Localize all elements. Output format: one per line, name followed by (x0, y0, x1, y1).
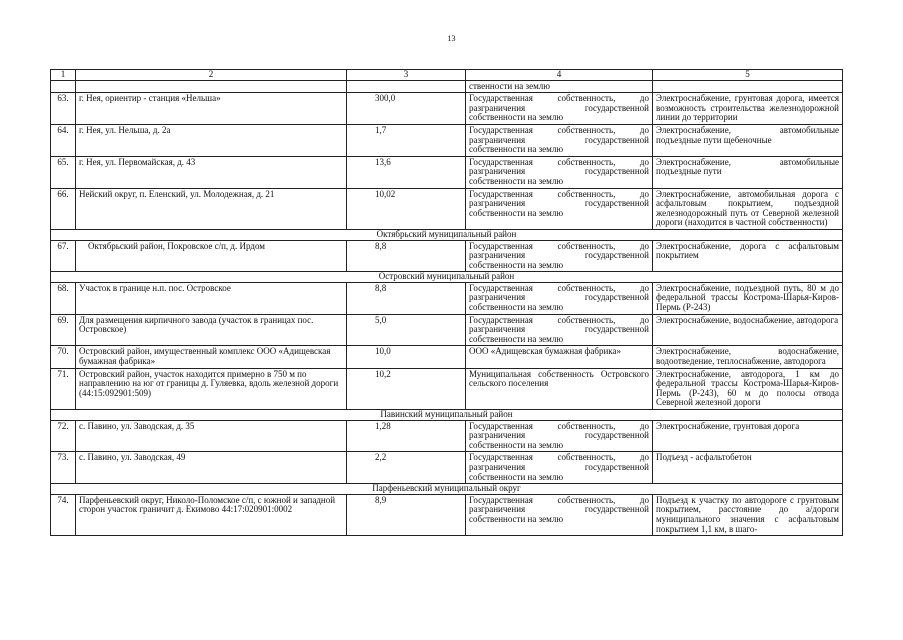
district-header-row (51, 410, 843, 421)
row-number: 73. (51, 452, 76, 484)
location-cell: Нейский округ, п. Еленский, ул. Молодежная, д. 21 (76, 188, 347, 229)
ownership-cell: Государственная собственность, до разграничения государственной собственности на землю (466, 156, 653, 188)
page-number: 13 (447, 34, 456, 43)
area-cell: 13,6 (347, 156, 466, 188)
district-title: Павинский муниципальный район (51, 410, 843, 421)
ownership-cell: Государственная собственность, до разграничения государственной собственности на землю (466, 420, 653, 452)
area-cell: 10,0 (347, 346, 466, 368)
location-cell: г. Нея, ул. Первомайская, д. 43 (76, 156, 347, 188)
area-cell: 300,0 (347, 93, 466, 125)
infrastructure-cell: Электроснабжение, автомобильные подъездные пути щебеночные (653, 124, 843, 156)
empty-cell (76, 80, 347, 93)
area-cell: 5,0 (347, 314, 466, 346)
location-cell: Для размещения кирпичного завода (участок в границах пос. Островское) (76, 314, 347, 346)
location-cell: Островский район, имущественный комплекс ООО «Адищевская бумажная фабрика» (76, 346, 347, 368)
row-number: 67. (51, 240, 76, 272)
table-row (51, 368, 843, 409)
ownership-cell: ООО «Адищевская бумажная фабрика» (466, 346, 653, 368)
area-cell: 8,8 (347, 282, 466, 314)
infrastructure-cell: Подъезд к участку по автодороге с грунтовым покрытием, расстояние до а/дороги муниципального значения с асфальтовым покрытием 1,1 км, в шаго- (653, 494, 843, 535)
row-number: 74. (51, 494, 76, 535)
location-cell: Парфеньевский округ, Николо-Поломское с/п, с южной и западной сторон участок граничит д. Екимово 44:17:020901:0002 (76, 494, 347, 535)
location-cell: Октябрьский район, Покровское с/п, д. Ирдом (76, 240, 347, 272)
empty-cell (347, 80, 466, 93)
table-row (51, 494, 843, 535)
table-row (51, 420, 843, 452)
district-title: Островский муниципальный район (51, 272, 843, 283)
table-row (51, 240, 843, 272)
row-number: 65. (51, 156, 76, 188)
row-number: 68. (51, 282, 76, 314)
area-cell: 8,8 (347, 240, 466, 272)
ownership-cell: Государственная собственность, до разграничения государственной собственности на землю (466, 93, 653, 125)
table-row (51, 452, 843, 484)
district-title: Парфеньевский муниципальный округ (51, 484, 843, 495)
ownership-cell: Государственная собственность, до разграничения государственной собственности на землю (466, 240, 653, 272)
infrastructure-cell: Электроснабжение, автомобильные подъездные пути (653, 156, 843, 188)
table-row (51, 124, 843, 156)
ownership-cell: Государственная собственность, до разграничения государственной собственности на землю (466, 124, 653, 156)
row-number: 71. (51, 368, 76, 409)
row-number: 66. (51, 188, 76, 229)
ownership-cell: Государственная собственность, до разграничения государственной собственности на землю (466, 282, 653, 314)
area-cell: 2,2 (347, 452, 466, 484)
area-cell: 10,2 (347, 368, 466, 409)
row-number: 70. (51, 346, 76, 368)
table-row (51, 156, 843, 188)
district-header-row (51, 272, 843, 283)
ownership-cell: Муниципальная собственность Островского сельского поселения (466, 368, 653, 409)
table-row (51, 93, 843, 125)
table-row (51, 282, 843, 314)
infrastructure-cell: Электроснабжение, водоснабжение, водоотведение, теплоснабжение, автодорога (653, 346, 843, 368)
area-cell: 10,02 (347, 188, 466, 229)
header-cell-5: 5 (653, 70, 843, 81)
row-number: 72. (51, 420, 76, 452)
continuation-row (51, 80, 843, 93)
district-title: Октябрьский муниципальный район (51, 229, 843, 240)
header-cell-1: 1 (51, 70, 76, 81)
table-row (51, 346, 843, 368)
area-cell: 8,9 (347, 494, 466, 535)
empty-cell (653, 80, 843, 93)
row-number: 63. (51, 93, 76, 125)
location-cell: с. Павино, ул. Заводская, 49 (76, 452, 347, 484)
location-cell: Участок в границе н.п. пос. Островское (76, 282, 347, 314)
ownership-cell: Государственная собственность, до разграничения государственной собственности на землю (466, 188, 653, 229)
area-cell: 1,28 (347, 420, 466, 452)
infrastructure-cell: Электроснабжение, грунтовая дорога, имеется возможность строительства железнодорожной линии до территории (653, 93, 843, 125)
location-cell: г. Нея, ул. Нельша, д. 2а (76, 124, 347, 156)
infrastructure-cell: Электроснабжение, автомобильная дорога с асфальтовым покрытием, подъездной железнодорожный путь от Северной железной дороги (находится в частной собственности) (653, 188, 843, 229)
table-row (51, 314, 843, 346)
infrastructure-cell: Электроснабжение, подъездной путь, 80 м до федеральной трассы Кострома-Шарья-Киров-Пермь (Р-243) (653, 282, 843, 314)
infrastructure-cell: Электроснабжение, автодорога, 1 км до федеральной трассы Кострома-Шарья-Киров-Пермь (Р-243), 60 м до полосы отвода Северной железной дороги (653, 368, 843, 409)
location-cell: г. Нея, ориентир - станция «Нельша» (76, 93, 347, 125)
location-cell: с. Павино, ул. Заводская, д. 35 (76, 420, 347, 452)
header-cell-2: 2 (76, 70, 347, 81)
infrastructure-cell: Электроснабжение, водоснабжение, автодорога (653, 314, 843, 346)
land-plots-table (50, 69, 843, 536)
empty-cell (51, 80, 76, 93)
area-cell: 1,7 (347, 124, 466, 156)
ownership-cell: Государственная собственность, до разграничения государственной собственности на землю (466, 314, 653, 346)
table-row (51, 188, 843, 229)
infrastructure-cell: Электроснабжение, дорога с асфальтовым покрытием (653, 240, 843, 272)
header-row (51, 70, 843, 81)
infrastructure-cell: Электроснабжение, грунтовая дорога (653, 420, 843, 452)
continuation-ownership: ственности на землю (466, 80, 653, 93)
row-number: 69. (51, 314, 76, 346)
district-header-row (51, 484, 843, 495)
location-cell: Островский район, участок находится примерно в 750 м по направлению на юг от границы д. Гуляевка, вдоль железной дороги (44:15:092901:509) (76, 368, 347, 409)
district-header-row (51, 229, 843, 240)
infrastructure-cell: Подъезд - асфальтобетон (653, 452, 843, 484)
ownership-cell: Государственная собственность, до разграничения государственной собственности на землю (466, 452, 653, 484)
header-cell-3: 3 (347, 70, 466, 81)
header-cell-4: 4 (466, 70, 653, 81)
ownership-cell: Государственная собственность, до разграничения государственной собственности на землю (466, 494, 653, 535)
row-number: 64. (51, 124, 76, 156)
